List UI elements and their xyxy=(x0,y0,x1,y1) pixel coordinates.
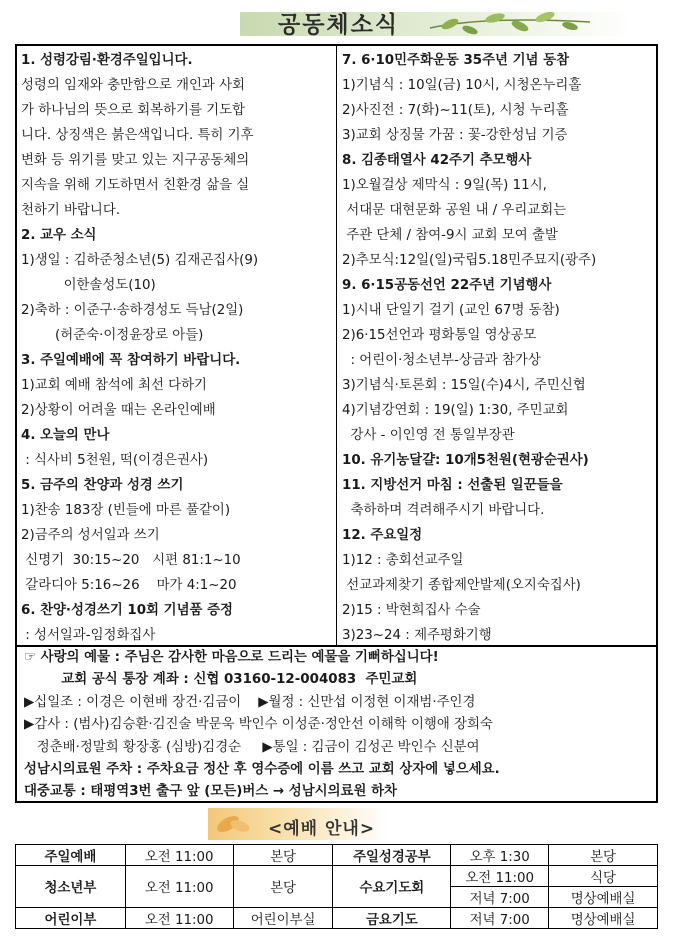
text-line: 지속을 위해 기도하면서 친환경 삶을 실 xyxy=(21,178,250,193)
service-name: 청소년부 xyxy=(16,866,126,908)
text-line: 주관 단체 / 참여-9시 교회 모여 출발 xyxy=(342,228,558,243)
offering-notice xyxy=(15,645,658,803)
text-line: 가 하나님의 뜻으로 회복하기를 기도합 xyxy=(21,103,245,118)
worship-banner xyxy=(208,808,448,840)
text-line: 1)생일 : 김하준청소년(5) 김재곤집사(9) xyxy=(21,253,259,268)
text-line: (허준숙·이정윤장로 아들) xyxy=(21,328,204,343)
offering-headline: ☞ 사랑의 예물 : 주님은 감사한 마음으로 드리는 예물을 기뻐하십니다! xyxy=(24,650,439,665)
text-line: 2)사진전 : 7(화)~11(토), 시청 누리홀 xyxy=(342,103,569,118)
service-place: 본당 xyxy=(233,866,333,908)
text-line: 2)15 : 박현희집사 수술 xyxy=(342,603,481,618)
bank-account: 교회 공식 통장 계좌 : 신협 03160-12-004083 주민교회 xyxy=(24,672,418,687)
text-line: 3)교회 상징물 가꿈 : 꽃-강한성님 기증 xyxy=(342,128,568,143)
service-time: 오전 11:00 xyxy=(125,845,233,866)
tithe-monthly-line: ▶십일조 : 이경은 이현배 장건·김금이 ▶월정 : 신만섭 이정현 이재범·주인경 xyxy=(24,695,476,710)
table-row xyxy=(16,866,658,887)
text-line: 서대문 대현문화 공원 내 / 우리교회는 xyxy=(342,203,567,218)
text-line: 2)축하 : 이준구·송하경성도 득남(2일) xyxy=(21,303,244,318)
text-line: 4)기념강연회 : 19(일) 1:30, 주민교회 xyxy=(342,403,569,418)
section-heading: 12. 주요일정 xyxy=(342,528,423,543)
thanks-line: ▶감사 : (범사)김승환·김진술 박문욱 박인수 이성준·정안선 이해학 이행애 장희숙 xyxy=(24,717,493,732)
text-line: 2)상황이 어려울 때는 온라인예배 xyxy=(21,403,216,418)
left-column xyxy=(21,48,333,648)
service-name: 어린이부 xyxy=(16,908,126,929)
text-line: 축하하며 격려해주시기 바랍니다. xyxy=(342,503,545,518)
text-line: 이한솔성도(10) xyxy=(21,278,156,293)
text-line: 1)기념식 : 10일(금) 10시, 시청온누리홀 xyxy=(342,78,582,93)
section-heading: 4. 오늘의 만나 xyxy=(21,428,110,443)
text-line: : 식사비 5천원, 떡(이경은권사) xyxy=(21,453,209,468)
service-name: 주일예배 xyxy=(16,845,126,866)
service-name: 금요기도 xyxy=(333,908,451,929)
service-time: 오전 11:00 xyxy=(125,866,233,908)
leaf-branch-icon xyxy=(425,8,595,42)
transit-info: 대중교통 : 태평역3번 출구 앞 (모든)버스 → 성남시의료원 하차 xyxy=(24,784,397,799)
service-name: 수요기도회 xyxy=(333,866,451,908)
service-time: 저녁 7:00 xyxy=(451,908,549,929)
text-line: 성령의 임재와 충만함으로 개인과 사회 xyxy=(21,78,245,93)
right-column xyxy=(342,48,656,648)
service-place: 명상예배실 xyxy=(549,887,658,908)
text-line: 1)12 : 총회선교주일 xyxy=(342,553,464,568)
section-heading: 3. 주일예배에 꼭 참여하기 바랍니다. xyxy=(21,353,241,368)
service-time: 저녁 7:00 xyxy=(451,887,549,908)
table-row xyxy=(16,908,658,929)
worship-schedule-table xyxy=(15,844,658,929)
text-line: 갈라디아 5:16~26 마가 4:1~20 xyxy=(21,578,237,593)
text-line: 2)6·15선언과 평화통일 영상공모 xyxy=(342,328,537,343)
thanks-unification-line: 정춘배·정말희 황장홍 (심방)김경순 ▶통일 : 김금이 김성곤 박인수 신분여 xyxy=(24,740,480,755)
section-heading: 11. 지방선거 마침 : 선출된 일꾼들을 xyxy=(342,478,563,493)
text-line: 1)시내 단일기 걸기 (교인 67명 동참) xyxy=(342,303,560,318)
page-title: 공동체소식 xyxy=(278,11,400,38)
text-line: : 성서일과-임정화집사 xyxy=(21,628,156,643)
service-place: 식당 xyxy=(549,866,658,887)
service-place: 명상예배실 xyxy=(549,908,658,929)
section-heading: 5. 금주의 찬양과 성경 쓰기 xyxy=(21,478,184,493)
leaf-icon xyxy=(214,810,254,838)
text-line: 강사 - 이인영 전 통일부장관 xyxy=(342,428,515,443)
text-line: 니다. 상징색은 붉은색입니다. 특히 기후 xyxy=(21,128,254,143)
text-line: 선교과제찾기 종합제안발제(오지숙집사) xyxy=(342,578,581,593)
text-line: 3)23~24 : 제주평화기행 xyxy=(342,628,492,643)
service-place: 본당 xyxy=(233,845,333,866)
text-line: 2)금주의 성서일과 쓰기 xyxy=(21,528,160,543)
column-divider xyxy=(336,46,337,645)
table-row xyxy=(16,845,658,866)
section-heading: 8. 김종태열사 42주기 추모행사 xyxy=(342,153,532,168)
section-heading: 10. 유기농달걀: 10개5천원(현광순권사) xyxy=(342,453,589,468)
page-header xyxy=(240,6,640,42)
text-line: 천하기 바랍니다. xyxy=(21,203,121,218)
section-heading: 1. 성령강림·환경주일입니다. xyxy=(21,53,193,68)
parking-info: 성남시의료원 주차 : 주차요금 정산 후 영수증에 이름 쓰고 교회 상자에 넣으세요. xyxy=(24,762,500,777)
text-line: 1)찬송 183장 (빈들에 마른 풀같이) xyxy=(21,503,231,518)
text-line: 1)오월걸상 제막식 : 9일(목) 11시, xyxy=(342,178,547,193)
text-line: 변화 등 위기를 맞고 있는 지구공동체의 xyxy=(21,153,250,168)
section-heading: 7. 6·10민주화운동 35주년 기념 동참 xyxy=(342,53,570,68)
text-line: 1)교회 예배 참석에 최선 다하기 xyxy=(21,378,207,393)
service-place: 어린이부실 xyxy=(233,908,333,929)
worship-heading: <예배 안내> xyxy=(268,819,376,839)
news-box xyxy=(15,44,658,647)
section-heading: 2. 교우 소식 xyxy=(21,228,97,243)
service-time: 오후 1:30 xyxy=(451,845,549,866)
text-line: 3)기념식·토론회 : 15일(수)4시, 주민신협 xyxy=(342,378,586,393)
section-heading: 6. 찬양·성경쓰기 10회 기념품 증정 xyxy=(21,603,233,618)
text-line: 2)추모식:12일(일)국립5.18민주묘지(광주) xyxy=(342,253,597,268)
text-line: 신명기 30:15~20 시편 81:1~10 xyxy=(21,553,241,568)
section-heading: 9. 6·15공동선언 22주년 기념행사 xyxy=(342,278,552,293)
service-place: 본당 xyxy=(549,845,658,866)
service-time: 오전 11:00 xyxy=(125,908,233,929)
service-time: 오전 11:00 xyxy=(451,866,549,887)
service-name: 주일성경공부 xyxy=(333,845,451,866)
text-line: : 어린이·청소년부-상금과 참가상 xyxy=(342,353,541,368)
